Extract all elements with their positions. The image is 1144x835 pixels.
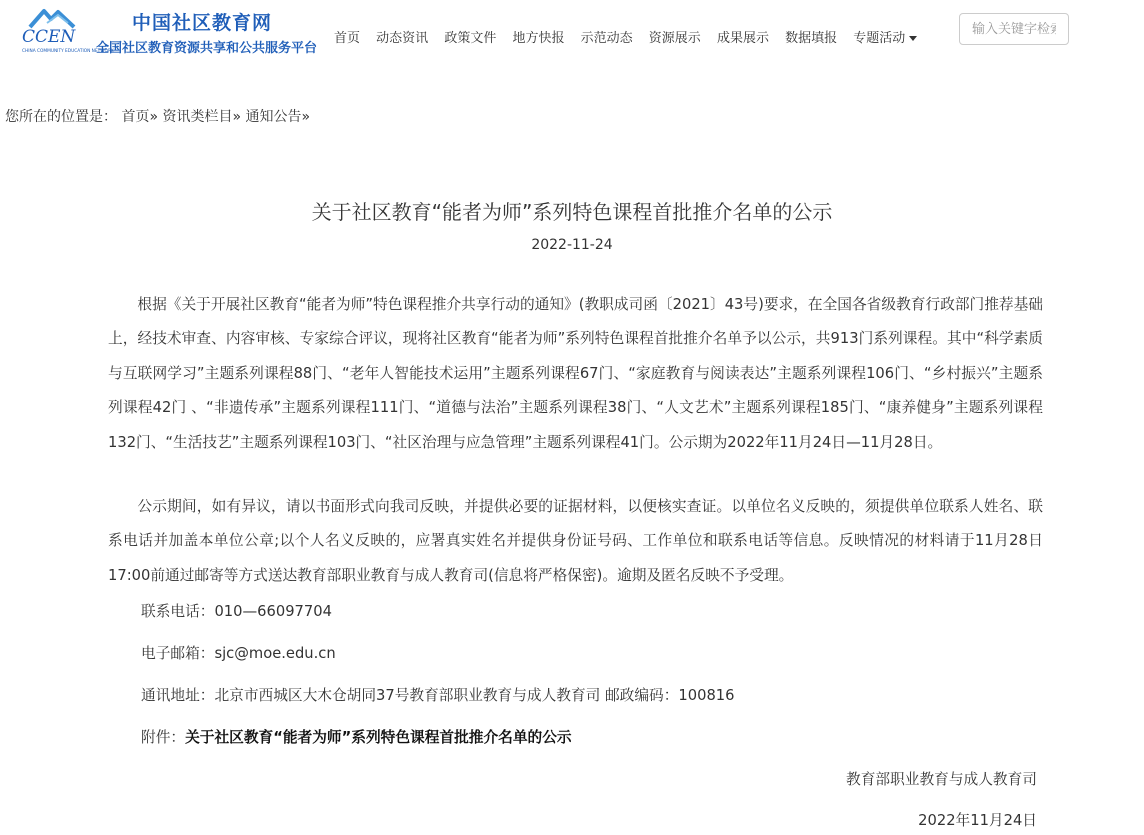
site-title[interactable]: 中国社区教育网: [132, 12, 273, 34]
main-nav: [334, 27, 929, 46]
nav-achievements[interactable]: 成果展示: [716, 31, 769, 46]
attachment-label: 附件：: [141, 729, 186, 746]
breadcrumb: [5, 106, 310, 126]
nav-news[interactable]: 动态资讯: [376, 31, 429, 46]
breadcrumb-info-column[interactable]: 资讯类栏目»: [162, 109, 242, 125]
contact-phone: 联系电话：010—66097704: [141, 603, 332, 620]
signature-org: 教育部职业教育与成人教育司: [846, 771, 1037, 788]
chevron-down-icon: [909, 36, 917, 41]
nav-home[interactable]: 首页: [334, 31, 361, 46]
contact-email: 电子邮箱：sjc@moe.edu.cn: [141, 645, 336, 662]
nav-policy[interactable]: 政策文件: [444, 31, 497, 46]
nav-resources[interactable]: 资源展示: [648, 31, 701, 46]
contact-address: 通讯地址：北京市西城区大木仓胡同37号教育部职业教育与成人教育司 邮政编码：100816: [141, 687, 735, 704]
svg-text:CCEN: CCEN: [22, 27, 76, 47]
ccen-logo-icon[interactable]: [20, 5, 114, 57]
nav-data-entry[interactable]: 数据填报: [785, 31, 838, 46]
attachment: [141, 726, 572, 747]
signature-date: 2022年11月24日: [918, 812, 1037, 829]
attachment-link[interactable]: 关于社区教育“能者为师”系列特色课程首批推介名单的公示: [185, 729, 572, 746]
nav-special-events-label: 专题活动: [853, 31, 906, 46]
nav-demo[interactable]: 示范动态: [580, 31, 633, 46]
article-paragraph-1: 根据《关于开展社区教育“能者为师”特色课程推介共享行动的通知》(教职成司函〔2021〕43号)要求，在全国各省级教育行政部门推荐基础上，经技术审查、内容审核、专家综合评议，现将社区教育“能者为师”系列特色课程首批推介名单予以公示，共913门系列课程。其中“科学素质与互联网学习”主题系列课程88门、“老年人智能技术运用”主题系列课程67门、“家庭教育与阅读表达”主题系列课程106门、“乡村振兴”主题系列课程42门 、“非遗传承”主题系列课程111门、“道德与法治”主题系列课程38门、“人文艺术”主题系列课程185门、“康养健身”主题系列课程132门、“生活技艺”主题系列课程103门、“社区治理与应急管理”主题系列课程41门。公示期为2022年11月24日—11月28日。: [108, 296, 1043, 451]
svg-text:CHINA COMMUNITY EDUCATION NETW: CHINA COMMUNITY EDUCATION NETWORK: [22, 49, 114, 54]
site-subtitle: 全国社区教育资源共享和公共服务平台: [96, 41, 318, 56]
nav-local-news[interactable]: 地方快报: [512, 31, 565, 46]
breadcrumb-home[interactable]: 首页»: [121, 109, 159, 125]
breadcrumb-notices[interactable]: 通知公告»: [245, 109, 311, 125]
breadcrumb-prefix: 您所在的位置是：: [5, 109, 117, 125]
search-input[interactable]: [959, 13, 1069, 45]
site-header: [0, 0, 1053, 75]
nav-special-events[interactable]: [853, 31, 917, 46]
article-paragraph-2: 公示期间，如有异议，请以书面形式向我司反映，并提供必要的证据材料，以便核实查证。以单位名义反映的，须提供单位联系人姓名、联系电话并加盖本单位公章;以个人名义反映的，应署真实姓名并提供身份证号码、工作单位和联系电话等信息。反映情况的材料请于11月28日17:00前通过邮寄等方式送达教育部职业教育与成人教育司(信息将严格保密)。逾期及匿名反映不予受理。: [108, 498, 1043, 584]
article-title: 关于社区教育“能者为师”系列特色课程首批推介名单的公示: [311, 200, 833, 224]
article-date: 2022-11-24: [531, 237, 613, 253]
